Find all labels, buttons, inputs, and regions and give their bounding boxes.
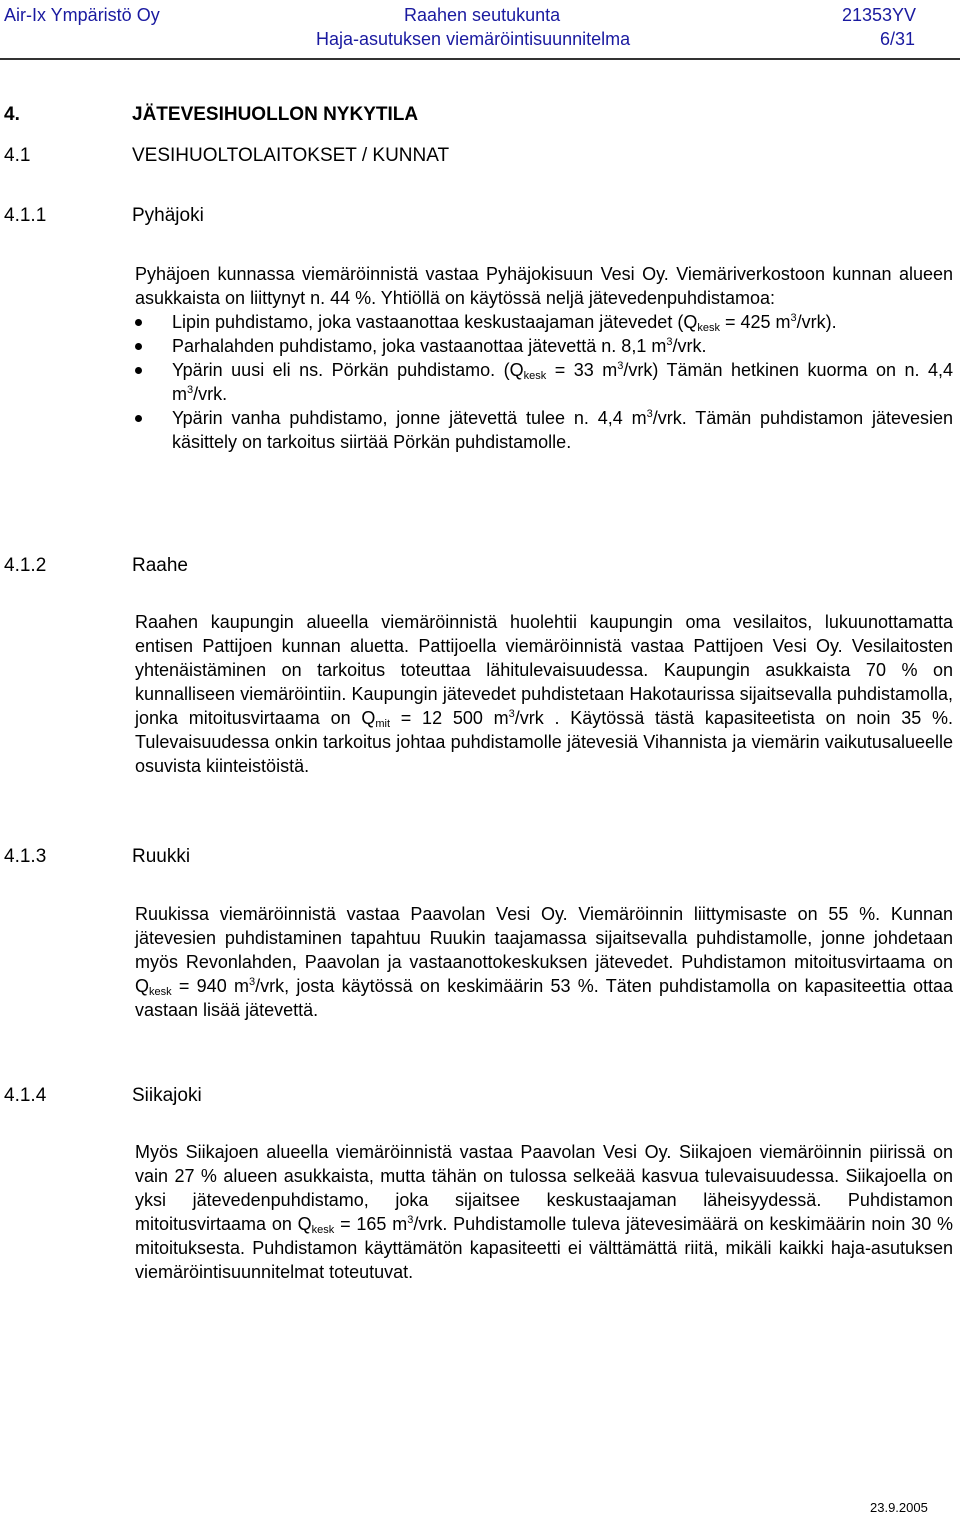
section-title: JÄTEVESIHUOLLON NYKYTILA xyxy=(132,104,419,125)
page-header xyxy=(0,0,960,60)
list-item: Ypärin vanha puhdistamo, jonne jätevettä tulee n. 4,4 $m^3$/vrk. Tämän puhdistamon jätevesien käsittely on tarkoitus siirtää Pörkän puhdistamolle. xyxy=(135,406,953,454)
header-code: 21353YV xyxy=(842,5,917,25)
siikajoki-section-body xyxy=(135,1140,953,1284)
pyhajoki-intro: Pyhäjoen kunnassa viemäröinnistä vastaa Pyhäjokisuun Vesi Oy. Viemäriverkostoon kunnan alueen asukkaista on liittynyt n. 44 %. Yhtiöllä on käytössä neljä jätevedenpuhdistamoa: xyxy=(135,264,953,308)
bullet-icon xyxy=(135,319,142,326)
ruukki-section-body xyxy=(135,902,953,1022)
section-number: 4.1.3 xyxy=(4,846,47,867)
pyhajoki-section-body xyxy=(135,262,953,454)
section-number: 4.1 xyxy=(4,145,31,166)
treatment-plant-list xyxy=(135,310,953,454)
section-number: 4.1.2 xyxy=(4,555,47,576)
list-item: Parhalahden puhdistamo, joka vastaanottaa jätevettä n. 8,1 $m^3$/vrk. xyxy=(135,334,953,358)
section-heading-4-1-2 xyxy=(4,555,188,577)
header-page-number: 6/31 xyxy=(880,29,916,49)
section-heading-4-1 xyxy=(4,145,449,167)
header-company: Air-Ix Ympäristö Oy xyxy=(4,5,160,25)
header-divider xyxy=(0,58,960,60)
section-title: Pyhäjoki xyxy=(132,205,204,226)
section-title: Raahe xyxy=(132,555,188,576)
section-title: Ruukki xyxy=(132,846,191,867)
list-item: Lipin puhdistamo, joka vastaanottaa keskustaajaman jätevedet ($Q_{kesk} = 425$ $m^3/vrk$). xyxy=(135,310,953,334)
section-number: 4.1.1 xyxy=(4,205,47,226)
section-title: Siikajoki xyxy=(132,1085,202,1106)
section-number: 4. xyxy=(4,104,20,125)
ruukki-paragraph: Ruukissa viemäröinnistä vastaa Paavolan Vesi Oy. Viemäröinnin liittymisaste on 55 %. Kunnan jätevesien puhdistaminen tapahtuu Ruukin taajamassa sijaitsevalla puhdistamolle, jonne johdetaan myös Revonlahden, Paavolan ja vastaanottokeskuksen jätevedet. Puhdistamon mitoitusvirtaama on $Q_{kesk} = 940$ $m^3$/vrk, josta käytössä on keskimäärin 53 %. Täten puhdistamolla on kapasiteettia ottaa vastaan lisää jätevettä. xyxy=(135,904,953,1020)
bullet-icon xyxy=(135,343,142,350)
raahe-paragraph: Raahen kaupungin alueella viemäröinnistä huolehtii kaupungin oma vesilaitos, lukuunottamatta entisen Pattijoen kunnan aluetta. Pattijoella viemäröinnistä vastaa Pattijoen Vesi Oy. Vesilaitosten yhtenäistäminen on tarkoitus toteuttaa lähitulevaisuudessa. Kaupungin asukkaista 70 % on kunnalliseen viemäröintiin. Kaupungin jätevedet puhdistetaan Hakotaurissa sijaitsevalla puhdistamolla, jonka mitoitusvirtaama on $Q_{mit} = 12$ 500 $m^3$/vrk . Käytössä tästä kapasiteetista on noin 35 %. Tulevaisuudessa onkin tarkoitus johtaa puhdistamolle jätevesiä Vihannista ja viemärin vaikutusalueelle osuvista kiinteistöistä. xyxy=(135,612,953,776)
section-heading-4-1-1 xyxy=(4,205,204,227)
section-heading-4-1-4 xyxy=(4,1085,202,1107)
list-item: Ypärin uusi eli ns. Pörkän puhdistamo. ($Q_{kesk} = 33$ $m^3/vrk$) Tämän hetkinen kuorma on n. 4,4 $m^3$/vrk. xyxy=(135,358,953,406)
section-title: VESIHUOLTOLAITOKSET / KUNNAT xyxy=(132,145,450,166)
bullet-icon xyxy=(135,415,142,422)
header-project: Raahen seutukunta xyxy=(404,5,561,25)
section-number: 4.1.4 xyxy=(4,1085,47,1106)
raahe-section-body xyxy=(135,610,953,778)
footer-date: 23.9.2005 xyxy=(870,1500,928,1515)
bullet-icon xyxy=(135,367,142,374)
section-heading-4 xyxy=(4,104,418,126)
section-heading-4-1-3 xyxy=(4,846,190,868)
header-doc-title: Haja-asutuksen viemäröintisuunnitelma xyxy=(316,29,631,49)
siikajoki-paragraph: Myös Siikajoen alueella viemäröinnistä vastaa Paavolan Vesi Oy. Siikajoen viemäröinnin piirissä on vain 27 % alueen asukkaista, mutta tähän on tulossa selkeää kasvua tulevaisuudessa. Siikajoella on yksi jätevedenpuhdistamo, joka sijaitsee keskustaajaman läheisyydessä. Puhdistamon mitoitusvirtaama on $Q_{kesk} = 165$ $m^3$/vrk. Puhdistamolle tuleva jätevesimäärä on keskimäärin noin 30 % mitoituksesta. Puhdistamon käyttämätön kapasiteetti ei välttämättä riitä, mikäli kaikki haja-asutuksen viemäröintisuunnitelmat toteutuvat. xyxy=(135,1142,954,1282)
